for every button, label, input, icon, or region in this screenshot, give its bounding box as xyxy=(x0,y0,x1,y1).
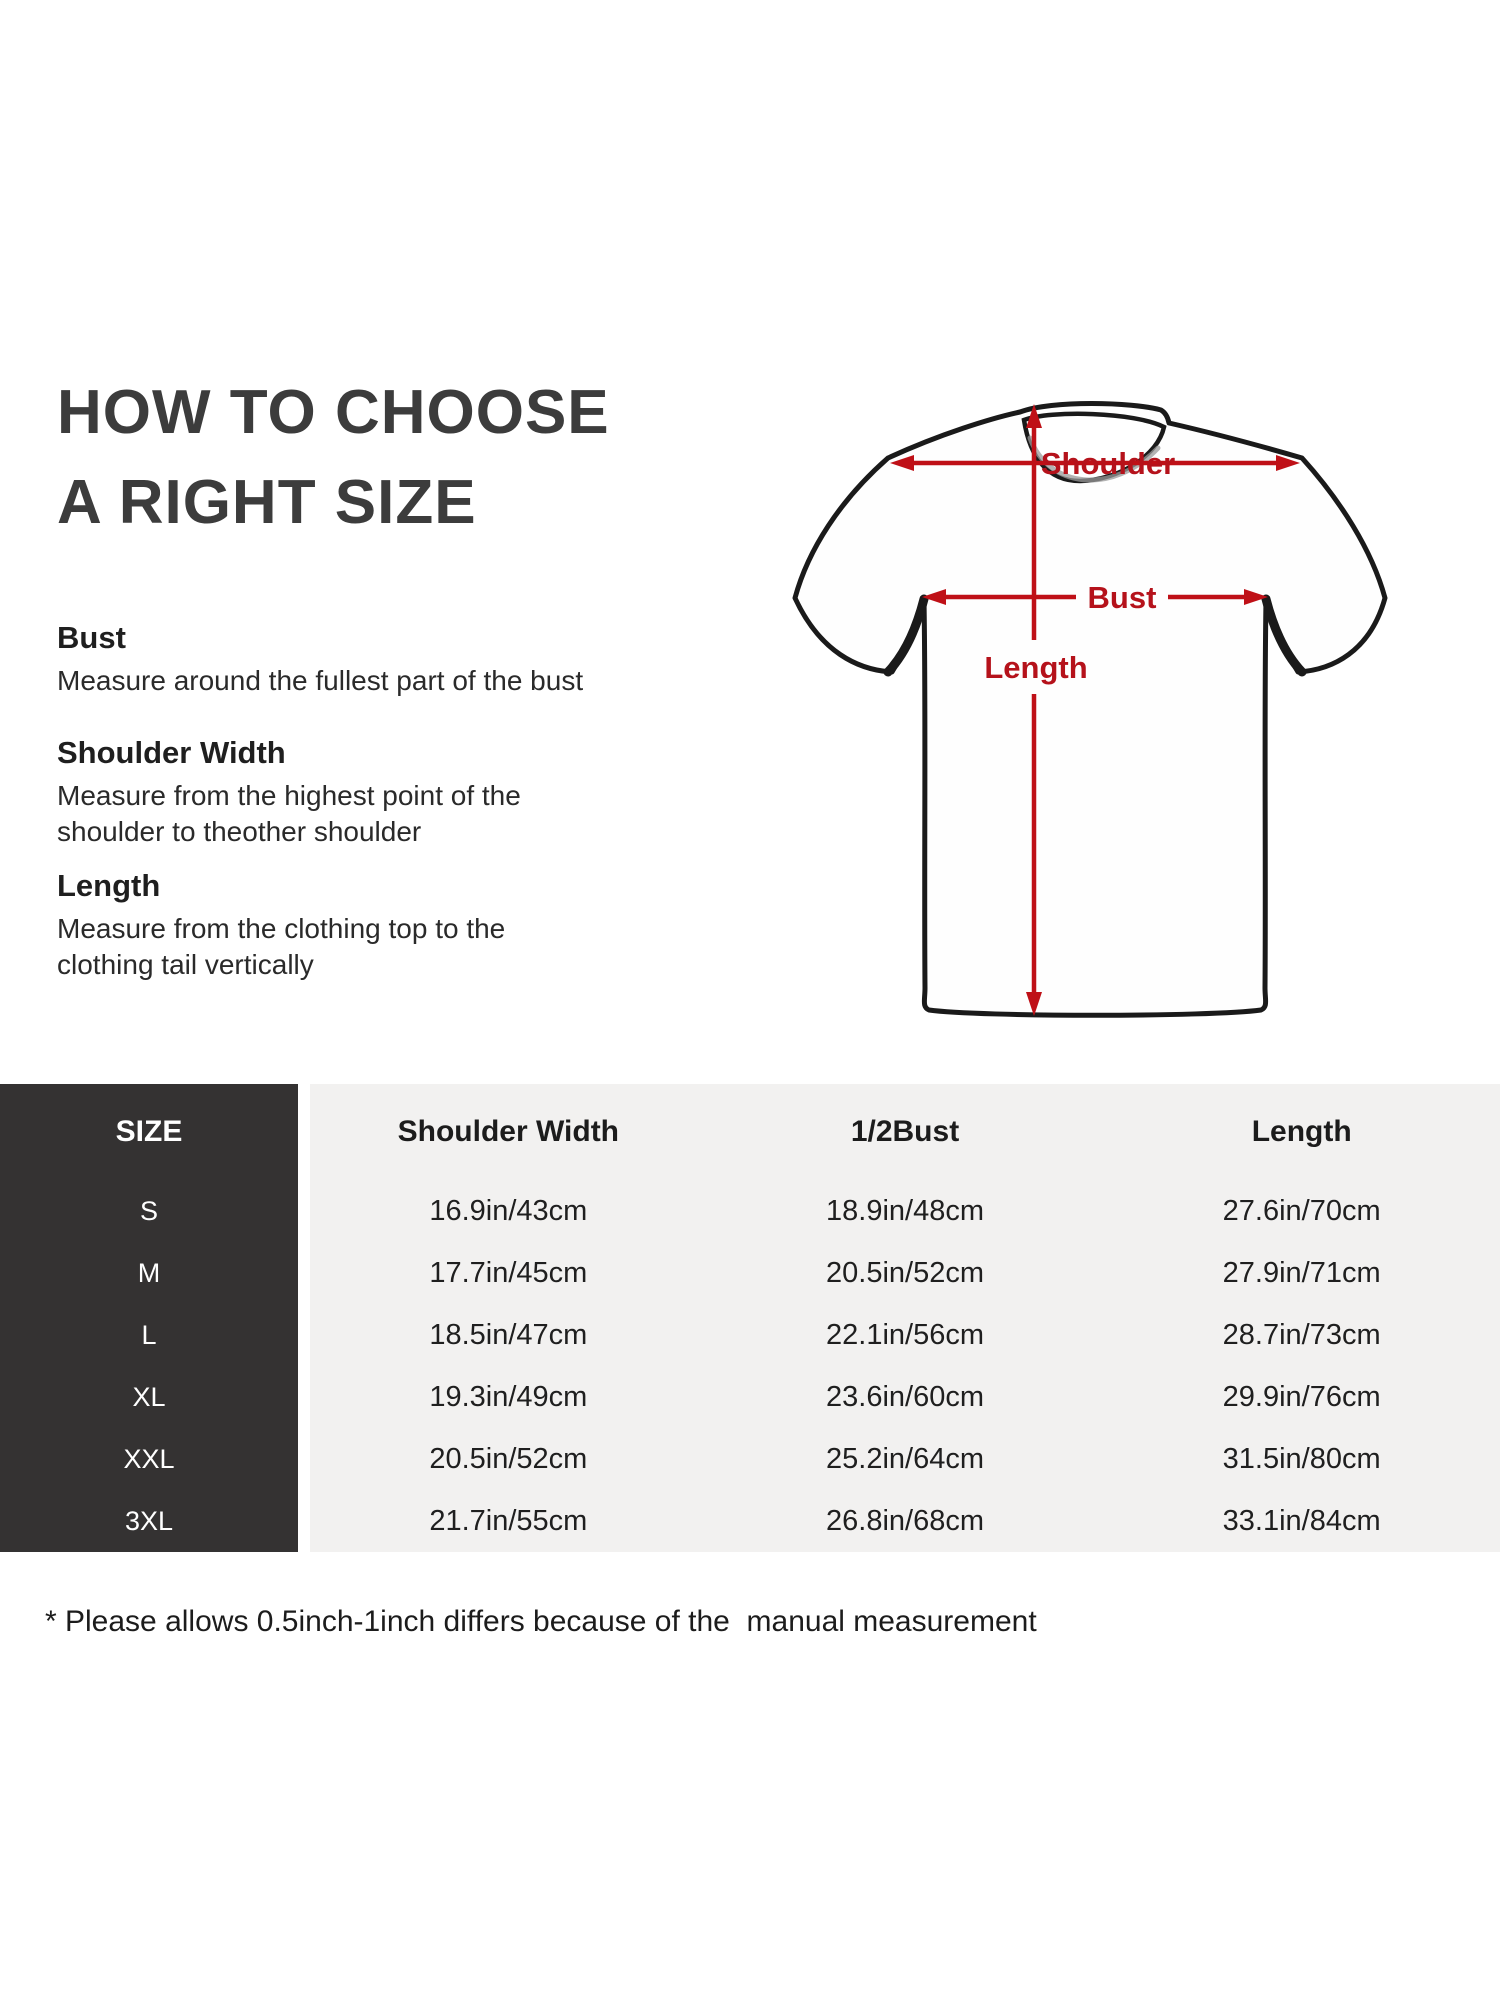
length-cell: 27.6in/70cm xyxy=(1222,1194,1381,1227)
tshirt-measurement-diagram xyxy=(780,300,1420,1040)
size-cell: S xyxy=(139,1195,158,1226)
table-row-s xyxy=(0,1180,1500,1242)
page-title-line-1: HOW TO CHOOSE xyxy=(57,378,610,447)
half-bust-cell: 26.8in/68cm xyxy=(826,1504,984,1537)
shoulder-width-cell: 18.5in/47cm xyxy=(429,1318,588,1351)
instruction-shoulder-width-heading: Shoulder Width xyxy=(57,735,286,770)
header-cell-length: Length xyxy=(1251,1115,1352,1148)
shoulder-width-cell: 16.9in/43cm xyxy=(429,1194,588,1227)
length-cell: 29.9in/76cm xyxy=(1222,1380,1381,1413)
half-bust-cell: 23.6in/60cm xyxy=(826,1380,984,1413)
size-cell: 3XL xyxy=(124,1505,174,1536)
size-cell: L xyxy=(141,1319,157,1350)
table-row-3xl xyxy=(0,1490,1500,1552)
page-title xyxy=(57,368,610,548)
size-cell: M xyxy=(137,1257,161,1288)
header-cell-shoulder-width: Shoulder Width xyxy=(397,1115,620,1148)
length-cell: 28.7in/73cm xyxy=(1222,1318,1381,1351)
instruction-shoulder-width xyxy=(57,735,547,850)
instruction-length xyxy=(57,868,547,983)
instruction-length-description: Measure from the clothing top to the clothing tail vertically xyxy=(57,913,506,980)
half-bust-cell: 25.2in/64cm xyxy=(826,1442,984,1475)
table-row-l xyxy=(0,1304,1500,1366)
header-cell-half-bust: 1/2Bust xyxy=(850,1115,960,1148)
length-cell: 27.9in/71cm xyxy=(1222,1256,1381,1289)
instruction-bust xyxy=(57,620,584,699)
measurement-disclaimer: * Please allows 0.5inch-1inch differs because of the manual measurement xyxy=(45,1605,1037,1638)
size-table xyxy=(0,1084,1500,1552)
length-cell: 31.5in/80cm xyxy=(1222,1442,1381,1475)
instruction-shoulder-width-description: Measure from the highest point of the shoulder to theother shoulder xyxy=(57,780,521,847)
size-cell: XL xyxy=(132,1381,166,1412)
instruction-bust-heading: Bust xyxy=(57,620,126,655)
shoulder-width-cell: 20.5in/52cm xyxy=(429,1442,588,1475)
half-bust-cell: 18.9in/48cm xyxy=(826,1194,984,1227)
page-title-line-2: A RIGHT SIZE xyxy=(57,468,477,537)
half-bust-cell: 20.5in/52cm xyxy=(826,1256,984,1289)
length-cell: 33.1in/84cm xyxy=(1222,1504,1381,1537)
table-row-m xyxy=(0,1242,1500,1304)
shoulder-width-cell: 17.7in/45cm xyxy=(429,1256,588,1289)
header-cell-size: SIZE xyxy=(115,1115,183,1148)
shoulder-width-cell: 19.3in/49cm xyxy=(429,1380,588,1413)
bust-label: Bust xyxy=(1087,580,1157,615)
table-row-xxl xyxy=(0,1428,1500,1490)
table-header-row xyxy=(0,1084,1500,1180)
shoulder-label: Shoulder xyxy=(1040,446,1176,481)
instruction-length-heading: Length xyxy=(57,868,161,903)
tshirt-outline xyxy=(795,404,1385,1016)
length-label: Length xyxy=(984,650,1088,685)
half-bust-cell: 22.1in/56cm xyxy=(826,1318,984,1351)
tshirt-diagram-svg xyxy=(780,300,1420,1040)
size-cell: XXL xyxy=(123,1443,175,1474)
instruction-bust-description: Measure around the fullest part of the bust xyxy=(57,665,584,696)
table-row-xl xyxy=(0,1366,1500,1428)
shoulder-width-cell: 21.7in/55cm xyxy=(429,1504,588,1537)
